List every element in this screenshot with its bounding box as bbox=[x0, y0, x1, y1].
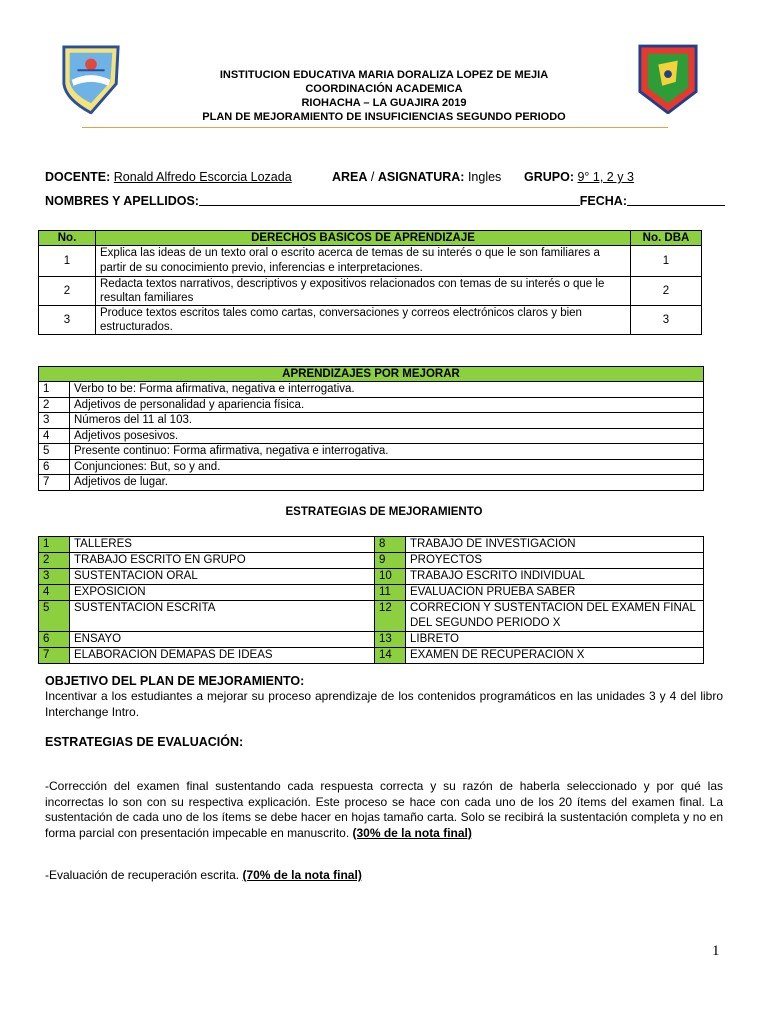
estrategia-text: EXAMEN DE RECUPERACION X bbox=[406, 648, 704, 664]
aprendizaje-no: 6 bbox=[39, 459, 70, 475]
objetivo-title: OBJETIVO DEL PLAN DE MEJORAMIENTO: bbox=[45, 674, 305, 688]
area-label: AREA bbox=[332, 170, 368, 184]
dba-header-title: DERECHOS BASICOS DE APRENDIZAJE bbox=[96, 231, 631, 246]
dba-header-row bbox=[39, 231, 702, 246]
estrategia-no: 11 bbox=[375, 585, 406, 601]
aprendizaje-row bbox=[39, 397, 704, 413]
dba-no: 3 bbox=[39, 306, 96, 335]
evaluacion-p2-weight: (70% de la nota final) bbox=[242, 868, 362, 882]
estrategia-text: TRABAJO DE INVESTIGACION bbox=[406, 537, 704, 553]
grupo-row bbox=[524, 170, 634, 184]
estrategia-text: TRABAJO ESCRITO INDIVIDUAL bbox=[406, 569, 704, 585]
estrategia-no: 14 bbox=[375, 648, 406, 664]
estrategias-title: ESTRATEGIAS DE MEJORAMIENTO bbox=[285, 506, 483, 518]
aprendizaje-row bbox=[39, 382, 704, 398]
estrategia-text: CORRECION Y SUSTENTACION DEL EXAMEN FINAL DEL SEGUNDO PERIODO X bbox=[406, 601, 704, 632]
docente-label: DOCENTE: bbox=[45, 170, 111, 184]
evaluacion-paragraph-1 bbox=[45, 779, 723, 841]
dba-row bbox=[39, 306, 702, 335]
evaluacion-p2-text: -Evaluación de recuperación escrita. bbox=[45, 868, 240, 882]
dba-row bbox=[39, 246, 702, 277]
estrategia-row bbox=[39, 537, 704, 553]
aprendizaje-text: Conjunciones: But, so y and. bbox=[70, 459, 704, 475]
estrategia-row bbox=[39, 601, 704, 632]
estrategia-no: 10 bbox=[375, 569, 406, 585]
coordination-line: COORDINACIÓN ACADEMICA bbox=[305, 83, 463, 95]
aprendizajes-table bbox=[38, 366, 704, 491]
estrategia-row bbox=[39, 632, 704, 648]
aprendizaje-text: Adjetivos posesivos. bbox=[70, 428, 704, 444]
area-separator: / bbox=[370, 170, 375, 184]
evaluacion-p1-text: -Corrección del examen final sustentando cada respuesta correcta y su razón de haberla seleccionado y por qué las incorrectas lo son con su respectiva explicación. Este proceso se hace con cada uno de los 20 ítems del examen final. La sustentación de cada uno de los ítems se debe hacer en hojas tamaño carta. Solo se recibirá la sustentación completa y no en forma parcial con presentación impecable en manuscrito. bbox=[45, 779, 723, 840]
institution-name: INSTITUCION EDUCATIVA MARIA DORALIZA LOPEZ DE MEJIA bbox=[219, 69, 549, 81]
dba-no: 1 bbox=[39, 246, 96, 277]
estrategia-no: 6 bbox=[39, 632, 70, 648]
aprendizaje-text: Presente continuo: Forma afirmativa, negativa e interrogativa. bbox=[70, 444, 704, 460]
dba-header-nodba: No. DBA bbox=[631, 231, 702, 246]
estrategia-no: 4 bbox=[39, 585, 70, 601]
estrategia-text: LIBRETO bbox=[406, 632, 704, 648]
dba-number: 3 bbox=[631, 306, 702, 335]
estrategia-text: TRABAJO ESCRITO EN GRUPO bbox=[70, 553, 375, 569]
aprendizaje-text: Números del 11 al 103. bbox=[70, 413, 704, 429]
nombres-row bbox=[45, 193, 725, 208]
docente-value: Ronald Alfredo Escorcia Lozada bbox=[113, 170, 292, 184]
estrategia-no: 5 bbox=[39, 601, 70, 632]
dba-text: Produce textos escritos tales como cartas, conversaciones y correos electrónicos claros y bien estructurados. bbox=[96, 306, 631, 335]
aprendizaje-text: Verbo to be: Forma afirmativa, negativa e interrogativa. bbox=[70, 382, 704, 398]
aprendizaje-no: 1 bbox=[39, 382, 70, 398]
estrategia-row bbox=[39, 585, 704, 601]
dba-no: 2 bbox=[39, 277, 96, 306]
evaluacion-p1-weight: (30% de la nota final) bbox=[352, 825, 472, 840]
grupo-value: 9° 1, 2 y 3 bbox=[577, 170, 634, 184]
fecha-blank[interactable] bbox=[627, 193, 725, 206]
estrategia-no: 3 bbox=[39, 569, 70, 585]
estrategia-text: EVALUACION PRUEBA SABER bbox=[406, 585, 704, 601]
estrategia-row bbox=[39, 648, 704, 664]
aprendizaje-row bbox=[39, 475, 704, 491]
docente-row bbox=[45, 170, 292, 184]
estrategia-text: ELABORACION DEMAPAS DE IDEAS bbox=[70, 648, 375, 664]
estrategia-no: 13 bbox=[375, 632, 406, 648]
estrategia-row bbox=[39, 569, 704, 585]
fecha-label: FECHA: bbox=[579, 194, 627, 208]
asignatura-label: ASIGNATURA: bbox=[377, 170, 465, 184]
aprendizaje-no: 3 bbox=[39, 413, 70, 429]
aprendizaje-text: Adjetivos de personalidad y apariencia física. bbox=[70, 397, 704, 413]
estrategia-text: ENSAYO bbox=[70, 632, 375, 648]
document-title: PLAN DE MEJORAMIENTO DE INSUFICIENCIAS SEGUNDO PERIODO bbox=[202, 111, 566, 123]
aprendizaje-no: 2 bbox=[39, 397, 70, 413]
dba-row bbox=[39, 277, 702, 306]
dba-text: Explica las ideas de un texto oral o escrito acerca de temas de su interés o que le son familiares a partir de su conocimiento previo, inferencias e interpretaciones. bbox=[96, 246, 631, 277]
dba-text: Redacta textos narrativos, descriptivos y expositivos relacionados con temas de su interés o que le resultan familiares bbox=[96, 277, 631, 306]
page-number: 1 bbox=[712, 943, 720, 959]
dba-number: 2 bbox=[631, 277, 702, 306]
dba-table bbox=[38, 230, 702, 335]
aprendizajes-title: APRENDIZAJES POR MEJORAR bbox=[39, 367, 704, 382]
dba-header-no: No. bbox=[39, 231, 96, 246]
estrategia-no: 1 bbox=[39, 537, 70, 553]
aprendizajes-header-row bbox=[39, 367, 704, 382]
estrategia-text: SUSTENTACION ORAL bbox=[70, 569, 375, 585]
aprendizaje-row bbox=[39, 413, 704, 429]
estrategia-row bbox=[39, 553, 704, 569]
objetivo-text: Incentivar a los estudiantes a mejorar su proceso aprendizaje de los contenidos programáticos en las unidades 3 y 4 del libro Interchange Intro. bbox=[45, 689, 723, 719]
estrategias-table bbox=[38, 536, 704, 664]
estrategia-no: 8 bbox=[375, 537, 406, 553]
area-row bbox=[332, 170, 501, 184]
aprendizaje-row bbox=[39, 428, 704, 444]
aprendizaje-no: 4 bbox=[39, 428, 70, 444]
city-year-line: RIOHACHA – LA GUAJIRA 2019 bbox=[301, 97, 467, 109]
asignatura-value: Ingles bbox=[467, 170, 502, 184]
evaluacion-paragraph-2 bbox=[45, 868, 723, 884]
aprendizaje-no: 5 bbox=[39, 444, 70, 460]
estrategia-text: PROYECTOS bbox=[406, 553, 704, 569]
aprendizaje-text: Adjetivos de lugar. bbox=[70, 475, 704, 491]
dba-number: 1 bbox=[631, 246, 702, 277]
aprendizaje-row bbox=[39, 459, 704, 475]
estrategia-text: TALLERES bbox=[70, 537, 375, 553]
estrategia-no: 9 bbox=[375, 553, 406, 569]
estrategia-no: 2 bbox=[39, 553, 70, 569]
estrategia-text: EXPOSICION bbox=[70, 585, 375, 601]
aprendizaje-no: 7 bbox=[39, 475, 70, 491]
aprendizaje-row bbox=[39, 444, 704, 460]
grupo-label: GRUPO: bbox=[524, 170, 574, 184]
evaluacion-title: ESTRATEGIAS DE EVALUACIÓN: bbox=[45, 735, 244, 749]
header-divider bbox=[82, 127, 668, 128]
estrategia-no: 12 bbox=[375, 601, 406, 632]
nombres-blank[interactable] bbox=[199, 193, 580, 206]
estrategia-text: SUSTENTACION ESCRITA bbox=[70, 601, 375, 632]
nombres-label: NOMBRES Y APELLIDOS: bbox=[45, 194, 199, 208]
estrategia-no: 7 bbox=[39, 648, 70, 664]
